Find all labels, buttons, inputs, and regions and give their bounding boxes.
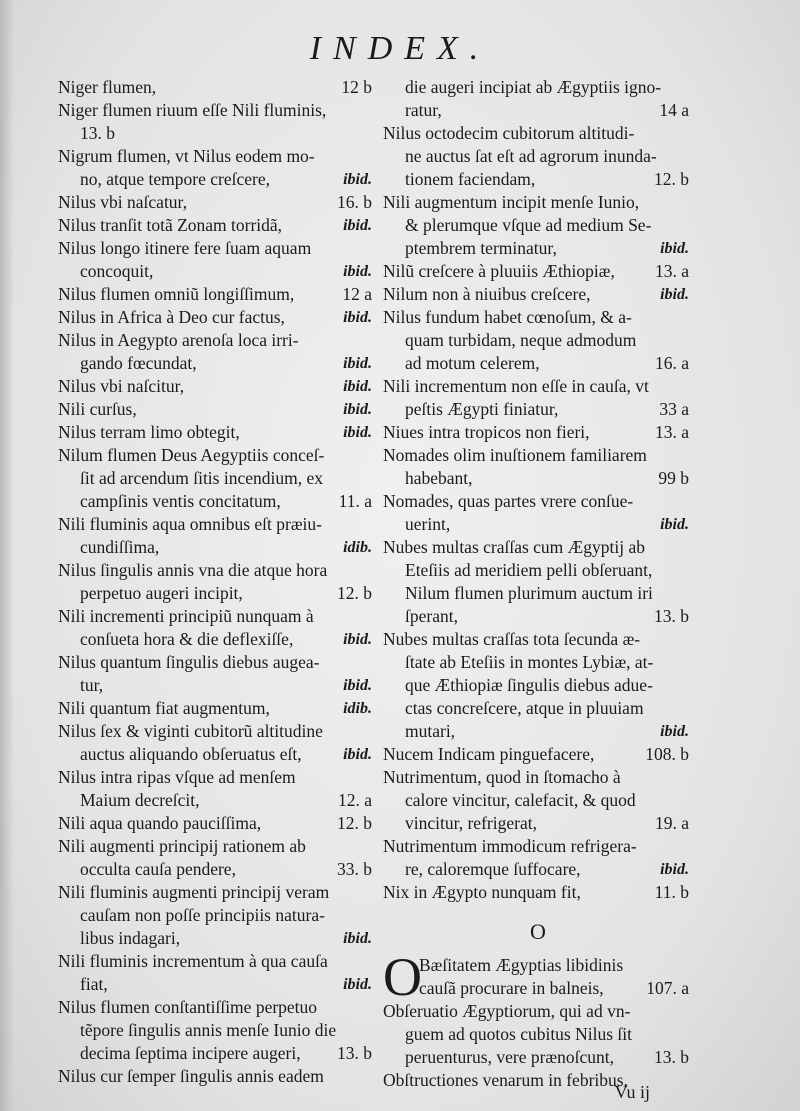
index-entry-line <box>58 122 376 145</box>
page-reference: ibid. <box>660 240 689 257</box>
page-reference: idib. <box>343 700 372 717</box>
page-reference: ibid. <box>343 677 372 694</box>
entry-text: auctus aliquando obſeruatus eſt, <box>80 744 302 764</box>
entry-text: quam turbidam, neque admodum <box>405 330 637 350</box>
index-entry-line <box>58 237 376 260</box>
entry-text: gando fœcundat, <box>80 353 197 373</box>
entry-text: Nilus vbi naſcitur, <box>58 376 185 396</box>
index-entry-line <box>383 329 693 352</box>
entry-text: tionem faciendam, <box>405 169 536 189</box>
page-reference: ibid. <box>343 930 372 947</box>
entry-text: cundiſſima, <box>80 537 160 557</box>
index-entry-line <box>58 720 376 743</box>
index-entries-right <box>383 76 693 881</box>
entry-text: Nilum non à niuibus creſcere, <box>383 284 591 304</box>
index-entry-line <box>383 1000 693 1023</box>
entry-text: Bæſitatem Ægyptias libidinis <box>419 955 624 975</box>
entry-text: Nilum flumen Deus Aegyptiis conceſ- <box>58 445 325 465</box>
index-entry-line <box>383 76 693 99</box>
index-entry-line <box>383 628 693 651</box>
index-entry-line <box>58 835 376 858</box>
page-reference: ibid. <box>660 861 689 878</box>
entry-text: mutari, <box>405 721 456 741</box>
page-reference: 33 a <box>659 399 689 419</box>
index-entry-line <box>58 582 376 605</box>
section-letter-o: O <box>530 919 546 944</box>
index-entry-line <box>383 260 693 283</box>
entry-text: guem ad quotos cubitus Nilus ſit <box>405 1024 633 1044</box>
page-reference: ibid. <box>660 723 689 740</box>
index-entry-line <box>58 99 376 122</box>
entry-text: Nili fluminis incrementum à qua cauſa <box>58 951 328 971</box>
index-entry-line <box>58 858 376 881</box>
entry-text: Nili incrementum non eſſe in cauſa, vt <box>383 376 649 396</box>
entry-text: ad motum celerem, <box>405 353 540 373</box>
page-reference: 12. b <box>337 813 372 833</box>
entry-text: Nilus quantum ſingulis diebus augea- <box>58 652 320 672</box>
entry-text: Nilus terram limo obtegit, <box>58 422 240 442</box>
index-entry-line <box>58 766 376 789</box>
entry-text: & plerumque vſque ad medium Se- <box>405 215 652 235</box>
index-entry-line <box>58 1042 376 1065</box>
page-reference: ibid. <box>660 516 689 533</box>
index-entry-line <box>58 743 376 766</box>
entry-text: Nilus ſex & viginti cubitorũ altitudine <box>58 721 323 741</box>
entry-text: Maium decreſcit, <box>80 790 200 810</box>
entry-text: Nigrum flumen, vt Nilus eodem mo- <box>58 146 315 166</box>
page-reference: ibid. <box>343 309 372 326</box>
index-entry-line <box>383 651 693 674</box>
index-entry-line <box>58 214 376 237</box>
entry-text: calore vincitur, calefacit, & quod <box>405 790 636 810</box>
entry-text: ratur, <box>405 100 442 120</box>
entry-text: ſtate ab Eteſiis in montes Lybiæ, at- <box>405 652 654 672</box>
entry-text: Nili fluminis aqua omnibus eſt præiu- <box>58 514 322 534</box>
entry-text: que Æthiopiæ ſingulis diebus adue- <box>405 675 653 695</box>
page-reference: 13. b <box>654 1047 689 1067</box>
index-entry-line <box>383 674 693 697</box>
index-entry-line <box>58 513 376 536</box>
entry-text: ptembrem terminatur, <box>405 238 557 258</box>
index-entry-line <box>58 559 376 582</box>
page-header: INDEX. <box>309 30 491 67</box>
entry-text: Nili quantum fiat augmentum, <box>58 698 270 718</box>
entry-text: Nilus intra ripas vſque ad menſem <box>58 767 296 787</box>
index-entry-line <box>58 375 376 398</box>
index-entry-line <box>383 467 693 490</box>
index-entries-right-tail <box>383 881 693 904</box>
index-entry-line <box>383 352 693 375</box>
index-entry-line <box>383 697 693 720</box>
index-entry-line <box>58 697 376 720</box>
index-entry-line <box>383 766 693 789</box>
index-entry-line <box>383 99 693 122</box>
index-entry-line <box>58 973 376 996</box>
index-entry-line <box>383 605 693 628</box>
index-entry-line <box>383 559 693 582</box>
index-entry-line <box>58 467 376 490</box>
entry-text: Nilus in Africa à Deo cur factus, <box>58 307 285 327</box>
entry-text: cauſam non poſſe principiis natura- <box>80 905 325 925</box>
index-entry-line <box>383 835 693 858</box>
entry-text: ſit ad arcendum ſitis incendium, ex <box>80 468 323 488</box>
index-entry-line <box>58 605 376 628</box>
index-entry-line <box>58 191 376 214</box>
page-reference: 12. b <box>654 169 689 189</box>
index-entry-line <box>58 145 376 168</box>
entry-text: no, atque tempore creſcere, <box>80 169 270 189</box>
entry-text: Nilus tranſit totã Zonam torridã, <box>58 215 283 235</box>
index-entry-line <box>383 168 693 191</box>
entry-text: die augeri incipiat ab Ægyptiis igno- <box>405 77 662 97</box>
entry-text: Niues intra tropicos non fieri, <box>383 422 590 442</box>
index-entry-line <box>58 329 376 352</box>
index-entry-line <box>58 490 376 513</box>
index-entry-line <box>383 513 693 536</box>
index-entry-line <box>383 283 693 306</box>
index-entry-line <box>58 674 376 697</box>
entry-text: Nilus vbi naſcatur, <box>58 192 188 212</box>
index-entry-line <box>58 628 376 651</box>
entry-text: re, caloremque ſuffocare, <box>405 859 581 879</box>
index-entry-line <box>383 191 693 214</box>
index-entry-line <box>383 490 693 513</box>
drop-cap: O <box>383 947 422 1007</box>
index-entry-line <box>58 444 376 467</box>
page-reference: ibid. <box>343 378 372 395</box>
index-entry-line <box>383 789 693 812</box>
page-reference: 13. b <box>654 606 689 626</box>
entry-text: ſperant, <box>405 606 458 626</box>
page-reference: ibid. <box>343 631 372 648</box>
page-reference: ibid. <box>343 171 372 188</box>
index-entry-line <box>58 996 376 1019</box>
page-reference: ibid. <box>343 424 372 441</box>
index-entry-line <box>58 168 376 191</box>
entry-text: Nutrimentum immodicum refrigera- <box>383 836 637 856</box>
entry-text: decima ſeptima incipere augeri, <box>80 1043 301 1063</box>
page-reference: 12 b <box>341 77 372 97</box>
entry-text: Niger flumen, <box>58 77 157 97</box>
index-entry-line <box>58 352 376 375</box>
entry-text: tur, <box>80 675 104 695</box>
index-entry-line <box>383 881 693 904</box>
index-entry-line <box>58 927 376 950</box>
index-entry-line <box>58 812 376 835</box>
entry-text: Nilus longo itinere fere ſuam aquam <box>58 238 312 258</box>
section-o-entries <box>383 947 693 1092</box>
entry-text: Nili curſus, <box>58 399 137 419</box>
entry-text: conſueta hora & die deflexiſſe, <box>80 629 294 649</box>
index-entry-line <box>58 306 376 329</box>
page-reference: ibid. <box>343 746 372 763</box>
entry-text: Nilus cur ſemper ſingulis annis eadem <box>58 1066 324 1086</box>
page-reference: 12. a <box>337 790 372 810</box>
entry-text: Obſtructiones venarum in febribus, <box>383 1070 628 1090</box>
index-entry-line <box>58 789 376 812</box>
entry-text: campſinis ventis concitatum, <box>80 491 281 511</box>
page-reference: 16. b <box>337 192 372 212</box>
entry-text: fiat, <box>80 974 108 994</box>
page-reference: ibid. <box>343 217 372 234</box>
page-reference: 19. a <box>654 813 689 833</box>
entry-text: Eteſiis ad meridiem pelli obſeruant, <box>405 560 653 580</box>
entry-text: uerint, <box>405 514 451 534</box>
page-reference: idib. <box>343 539 372 556</box>
index-entry-line <box>383 954 693 977</box>
entry-text: cauſã procurare in balneis, <box>419 978 604 998</box>
entry-text: Nilus ſingulis annis vna die atque hora <box>58 560 328 580</box>
index-entry-line <box>383 582 693 605</box>
index-entry-line <box>383 375 693 398</box>
index-entry-line <box>383 398 693 421</box>
index-entry-line <box>58 76 376 99</box>
page-reference: ibid. <box>343 263 372 280</box>
page-reference: ibid. <box>660 286 689 303</box>
index-entry-line <box>383 237 693 260</box>
entry-text: Nilus in Aegypto arenoſa loca irri- <box>58 330 299 350</box>
index-entry-line <box>383 536 693 559</box>
page-reference: 14 a <box>659 100 689 120</box>
entry-text: Nomades olim inuſtionem familiarem <box>383 445 647 465</box>
index-entry-line <box>383 421 693 444</box>
page-reference: 13. b <box>337 1043 372 1063</box>
page-reference: 13. a <box>654 261 689 281</box>
page-reference: 107. a <box>646 978 689 998</box>
page-reference: 11. a <box>338 491 372 511</box>
entry-text: libus indagari, <box>80 928 181 948</box>
index-entry-line <box>58 536 376 559</box>
index-entry-line <box>383 214 693 237</box>
page-reference: 11. b <box>654 882 689 902</box>
index-entry-line <box>58 398 376 421</box>
index-entry-line <box>383 812 693 835</box>
page-reference: 99 b <box>658 468 689 488</box>
entry-text: Nili augmentum incipit menſe Iunio, <box>383 192 640 212</box>
entry-text: 13. b <box>80 123 115 143</box>
index-entry-line <box>383 1046 693 1069</box>
index-entry-line <box>58 260 376 283</box>
entry-text: ctas concreſcere, atque in pluuiam <box>405 698 644 718</box>
page-reference: ibid. <box>343 401 372 418</box>
entry-text: Obſeruatio Ægyptiorum, qui ad vn- <box>383 1001 631 1021</box>
page-reference: 13. a <box>654 422 689 442</box>
page-reference: 108. b <box>645 744 689 764</box>
page-reference: ibid. <box>343 976 372 993</box>
index-entry-line <box>383 145 693 168</box>
page-reference: ibid. <box>343 355 372 372</box>
entry-text: Nilus fundum habet cœnoſum, & a- <box>383 307 632 327</box>
index-entry-line <box>58 904 376 927</box>
entry-text: peruenturus, vere prænoſcunt, <box>405 1047 614 1067</box>
index-entry-line <box>383 122 693 145</box>
entry-text: Nilus flumen conſtantiſſime perpetuo <box>58 997 318 1017</box>
entry-text: Nutrimentum, quod in ſtomacho à <box>383 767 621 787</box>
index-entry-line <box>58 950 376 973</box>
index-entry-line <box>58 421 376 444</box>
entry-text: peſtis Ægypti finiatur, <box>405 399 559 419</box>
index-entry-line <box>383 743 693 766</box>
index-entry-line <box>383 977 693 1000</box>
entry-text: Nubes multas craſſas tota ſecunda æ- <box>383 629 641 649</box>
page-reference: 12. b <box>337 583 372 603</box>
index-entry-line <box>58 283 376 306</box>
page-reference: 33. b <box>337 859 372 879</box>
index-column-right <box>383 76 693 1092</box>
entry-text: concoquit, <box>80 261 154 281</box>
entry-text: Niger flumen riuum eſſe Nili fluminis, <box>58 100 327 120</box>
entry-text: Nilũ creſcere à pluuiis Æthiopiæ, <box>383 261 615 281</box>
entry-text: Nilus flumen omniũ longiſſimum, <box>58 284 295 304</box>
section-o-lines <box>383 947 693 1092</box>
entry-text: tẽpore ſingulis annis menſe Iunio die <box>80 1020 337 1040</box>
index-entry-line <box>383 444 693 467</box>
index-entry-line <box>58 651 376 674</box>
entry-text: Nilus octodecim cubitorum altitudi- <box>383 123 635 143</box>
index-entry-line <box>383 720 693 743</box>
index-entry-line <box>383 858 693 881</box>
index-entry-line <box>383 306 693 329</box>
entry-text: Nucem Indicam pinguefacere, <box>383 744 595 764</box>
index-column-left <box>58 76 376 1088</box>
entry-text: Nili aqua quando pauciſſima, <box>58 813 262 833</box>
index-entry-line <box>58 1019 376 1042</box>
page-reference: 16. a <box>654 353 689 373</box>
entry-text: ne auctus ſat eſt ad agrorum inunda- <box>405 146 657 166</box>
index-entry-line <box>58 1065 376 1088</box>
entry-text: Nili augmenti principij rationem ab <box>58 836 306 856</box>
entry-text: Nili incrementi principiũ nunquam à <box>58 606 314 626</box>
page-reference: 12 a <box>342 284 372 304</box>
entry-text: perpetuo augeri incipit, <box>80 583 243 603</box>
entry-text: Nix in Ægypto nunquam fit, <box>383 882 581 902</box>
entry-text: Nili fluminis augmenti principij veram <box>58 882 330 902</box>
page-signature: Vu ij <box>614 1082 650 1102</box>
index-entry-line <box>58 881 376 904</box>
entry-text: occulta cauſa pendere, <box>80 859 236 879</box>
entry-text: Nilum flumen plurimum auctum iri <box>405 583 653 603</box>
entry-text: Nubes multas craſſas cum Ægyptij ab <box>383 537 645 557</box>
entry-text: vincitur, refrigerat, <box>405 813 537 833</box>
entry-text: habebant, <box>405 468 473 488</box>
entry-text: Nomades, quas partes vrere conſue- <box>383 491 634 511</box>
index-entry-line <box>383 1023 693 1046</box>
